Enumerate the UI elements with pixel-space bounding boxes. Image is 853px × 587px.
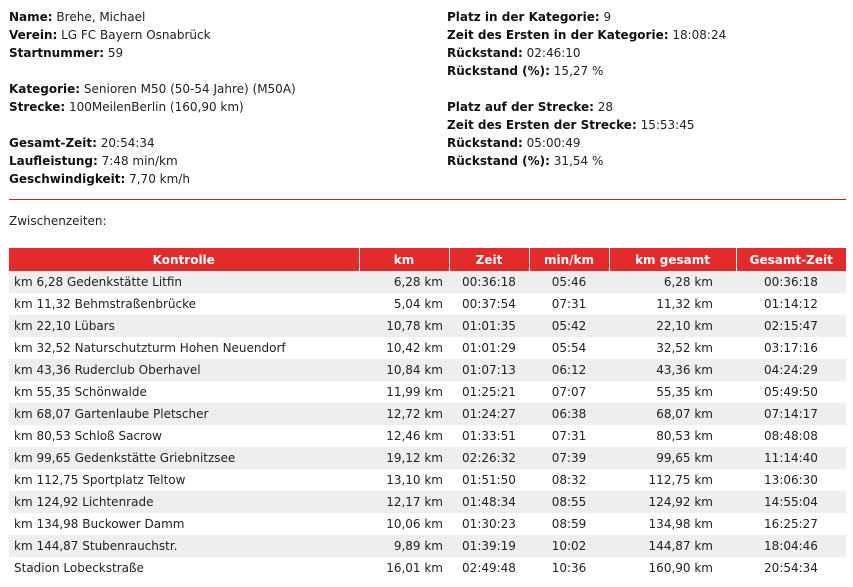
split-checkpoint: km 6,28 Gedenkstätte Litfin (9, 271, 359, 293)
category-gap-value: 02:46:10 (526, 46, 581, 60)
course-gap-pct-row (447, 152, 726, 170)
split-checkpoint: km 80,53 Schloß Sacrow (9, 425, 359, 447)
split-time: 01:30:23 (449, 513, 529, 535)
split-time: 02:26:32 (449, 447, 529, 469)
split-pace: 07:07 (529, 381, 609, 403)
split-time: 01:24:27 (449, 403, 529, 425)
category-place-row (447, 8, 726, 26)
split-total-km: 124,92 km (609, 491, 736, 513)
split-total-km: 68,07 km (609, 403, 736, 425)
splits-table (9, 248, 846, 579)
name-row (9, 8, 296, 26)
split-km: 10,84 km (359, 359, 449, 381)
category-place-value: 9 (603, 10, 612, 24)
split-pace: 05:42 (529, 315, 609, 337)
split-pace: 07:39 (529, 447, 609, 469)
table-row (9, 337, 846, 359)
split-pace: 08:55 (529, 491, 609, 513)
split-km: 19,12 km (359, 447, 449, 469)
category-label: Kategorie: (9, 82, 81, 96)
table-row (9, 293, 846, 315)
table-row (9, 535, 846, 557)
course-gap-value: 05:00:49 (526, 136, 581, 150)
header-total-km: km gesamt (609, 248, 736, 271)
course-gap-pct-label: Rückstand (%): (447, 154, 550, 168)
split-time: 01:48:34 (449, 491, 529, 513)
split-km: 12,72 km (359, 403, 449, 425)
split-checkpoint: km 112,75 Sportplatz Teltow (9, 469, 359, 491)
table-row (9, 403, 846, 425)
split-pace: 05:46 (529, 271, 609, 293)
course-first-label: Zeit des Ersten der Strecke: (447, 118, 637, 132)
bib-value: 59 (107, 46, 124, 60)
split-km: 5,04 km (359, 293, 449, 315)
category-first-value: 18:08:24 (672, 28, 727, 42)
split-checkpoint: km 134,98 Buckower Damm (9, 513, 359, 535)
split-total-km: 32,52 km (609, 337, 736, 359)
table-row (9, 271, 846, 293)
split-total-time: 08:48:08 (736, 425, 846, 447)
category-row (9, 80, 296, 98)
split-time: 02:49:48 (449, 557, 529, 579)
name-value: Brehe, Michael (56, 10, 146, 24)
header-checkpoint: Kontrolle (9, 248, 359, 271)
club-label: Verein: (9, 28, 58, 42)
split-total-time: 07:14:17 (736, 403, 846, 425)
pace-row (9, 152, 296, 170)
category-first-row (447, 26, 726, 44)
split-km: 10,06 km (359, 513, 449, 535)
split-total-time: 14:55:04 (736, 491, 846, 513)
splits-header-row (9, 248, 846, 271)
split-total-km: 99,65 km (609, 447, 736, 469)
split-km: 13,10 km (359, 469, 449, 491)
split-total-time: 00:36:18 (736, 271, 846, 293)
split-total-km: 144,87 km (609, 535, 736, 557)
category-gap-pct-row (447, 62, 726, 80)
split-time: 01:07:13 (449, 359, 529, 381)
table-row (9, 359, 846, 381)
split-km: 6,28 km (359, 271, 449, 293)
speed-value: 7,70 km/h (129, 172, 190, 186)
split-time: 01:39:19 (449, 535, 529, 557)
split-total-time: 01:14:12 (736, 293, 846, 315)
split-total-time: 20:54:34 (736, 557, 846, 579)
bib-label: Startnummer: (9, 46, 105, 60)
split-checkpoint: km 55,35 Schönwalde (9, 381, 359, 403)
club-value: LG FC Bayern Osnabrück (61, 28, 211, 42)
split-time: 01:01:35 (449, 315, 529, 337)
split-km: 11,99 km (359, 381, 449, 403)
ranking-info (447, 8, 726, 170)
course-first-value: 15:53:45 (640, 118, 695, 132)
split-km: 9,89 km (359, 535, 449, 557)
course-row (9, 98, 296, 116)
split-pace: 07:31 (529, 293, 609, 315)
club-row (9, 26, 296, 44)
split-total-km: 134,98 km (609, 513, 736, 535)
split-total-time: 16:25:27 (736, 513, 846, 535)
split-checkpoint: km 43,36 Ruderclub Oberhavel (9, 359, 359, 381)
split-time: 01:33:51 (449, 425, 529, 447)
name-label: Name: (9, 10, 53, 24)
table-row (9, 469, 846, 491)
category-place-label: Platz in der Kategorie: (447, 10, 600, 24)
course-gap-label: Rückstand: (447, 136, 523, 150)
total-time-row (9, 134, 296, 152)
split-total-km: 160,90 km (609, 557, 736, 579)
split-checkpoint: km 32,52 Naturschutzturm Hohen Neuendorf (9, 337, 359, 359)
split-km: 10,42 km (359, 337, 449, 359)
course-first-row (447, 116, 726, 134)
header-pace: min/km (529, 248, 609, 271)
split-time: 01:25:21 (449, 381, 529, 403)
split-checkpoint: km 68,07 Gartenlaube Pletscher (9, 403, 359, 425)
split-km: 16,01 km (359, 557, 449, 579)
split-pace: 10:02 (529, 535, 609, 557)
category-gap-row (447, 44, 726, 62)
split-checkpoint: Stadion Lobeckstraße (9, 557, 359, 579)
split-total-time: 04:24:29 (736, 359, 846, 381)
split-km: 12,46 km (359, 425, 449, 447)
split-total-km: 112,75 km (609, 469, 736, 491)
header-time: Zeit (449, 248, 529, 271)
split-pace: 05:54 (529, 337, 609, 359)
split-total-km: 11,32 km (609, 293, 736, 315)
split-pace: 08:32 (529, 469, 609, 491)
split-total-time: 11:14:40 (736, 447, 846, 469)
split-checkpoint: km 124,92 Lichtenrade (9, 491, 359, 513)
course-place-value: 28 (597, 100, 614, 114)
split-time: 00:36:18 (449, 271, 529, 293)
split-checkpoint: km 11,32 Behmstraßenbrücke (9, 293, 359, 315)
split-pace: 10:36 (529, 557, 609, 579)
split-total-time: 13:06:30 (736, 469, 846, 491)
split-total-time: 18:04:46 (736, 535, 846, 557)
speed-row (9, 170, 296, 188)
athlete-info (9, 8, 296, 188)
bib-row (9, 44, 296, 62)
split-time: 01:01:29 (449, 337, 529, 359)
header-km: km (359, 248, 449, 271)
split-total-km: 43,36 km (609, 359, 736, 381)
split-total-km: 55,35 km (609, 381, 736, 403)
total-time-label: Gesamt-Zeit: (9, 136, 97, 150)
section-divider (9, 199, 846, 200)
category-gap-pct-value: 15,27 % (553, 64, 604, 78)
category-gap-pct-label: Rückstand (%): (447, 64, 550, 78)
split-pace: 06:38 (529, 403, 609, 425)
category-value: Senioren M50 (50-54 Jahre) (M50A) (83, 82, 296, 96)
splits-title: Zwischenzeiten: (9, 214, 107, 228)
split-total-km: 80,53 km (609, 425, 736, 447)
pace-value: 7:48 min/km (101, 154, 178, 168)
table-row (9, 425, 846, 447)
split-pace: 06:12 (529, 359, 609, 381)
split-pace: 07:31 (529, 425, 609, 447)
course-place-label: Platz auf der Strecke: (447, 100, 594, 114)
category-gap-label: Rückstand: (447, 46, 523, 60)
split-pace: 08:59 (529, 513, 609, 535)
split-total-time: 02:15:47 (736, 315, 846, 337)
table-row (9, 513, 846, 535)
split-total-time: 05:49:50 (736, 381, 846, 403)
total-time-value: 20:54:34 (100, 136, 155, 150)
split-km: 12,17 km (359, 491, 449, 513)
course-gap-pct-value: 31,54 % (553, 154, 604, 168)
course-value: 100MeilenBerlin (160,90 km) (68, 100, 244, 114)
table-row (9, 315, 846, 337)
split-time: 00:37:54 (449, 293, 529, 315)
table-row (9, 381, 846, 403)
course-place-row (447, 98, 726, 116)
split-total-km: 6,28 km (609, 271, 736, 293)
split-checkpoint: km 22,10 Lübars (9, 315, 359, 337)
split-checkpoint: km 144,87 Stubenrauchstr. (9, 535, 359, 557)
split-time: 01:51:50 (449, 469, 529, 491)
splits-body (9, 271, 846, 579)
split-total-km: 22,10 km (609, 315, 736, 337)
table-row (9, 491, 846, 513)
split-total-time: 03:17:16 (736, 337, 846, 359)
split-checkpoint: km 99,65 Gedenkstätte Griebnitzsee (9, 447, 359, 469)
speed-label: Geschwindigkeit: (9, 172, 126, 186)
table-row (9, 557, 846, 579)
course-gap-row (447, 134, 726, 152)
category-first-label: Zeit des Ersten in der Kategorie: (447, 28, 669, 42)
header-total-time: Gesamt-Zeit (736, 248, 846, 271)
course-label: Strecke: (9, 100, 66, 114)
split-km: 10,78 km (359, 315, 449, 337)
table-row (9, 447, 846, 469)
pace-label: Laufleistung: (9, 154, 98, 168)
